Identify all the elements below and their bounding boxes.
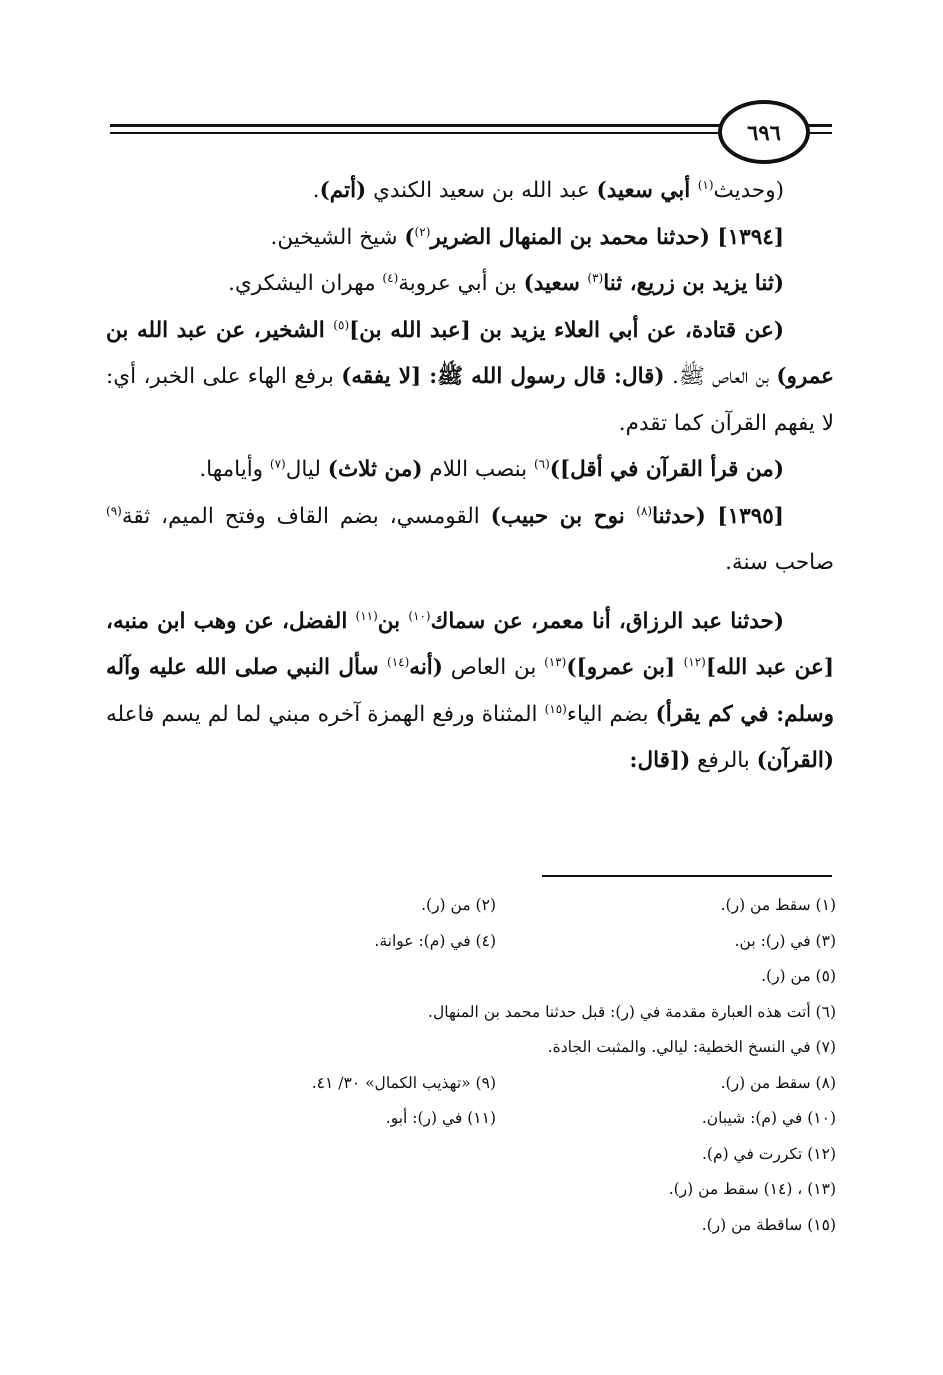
footnote-row: [180, 1208, 836, 1244]
text-run: صاحب سنة.: [725, 550, 834, 575]
footnote-row: [180, 1066, 836, 1102]
footnote: (٧) في النسخ الخطية: ليالي. والمثبت الجادة.: [547, 1038, 836, 1056]
footnote-row: [180, 995, 836, 1031]
bold-text: (القرآن): [756, 748, 834, 773]
text-run: بالرفع: [690, 748, 757, 773]
footnote: (١٢) تكررت في (م).: [702, 1144, 836, 1163]
footnote-marker: (٨): [636, 503, 653, 518]
header-rule: [110, 124, 722, 127]
footnote: (١٥) ساقطة من (ر).: [701, 1215, 836, 1234]
footnote: (٥) من (ر).: [761, 967, 836, 985]
bold-text: (أتم): [319, 178, 367, 203]
text-run: ليال: [285, 457, 328, 482]
footnote-row: [180, 1172, 836, 1208]
footnote-row: [180, 959, 836, 995]
footnote-marker: (١٢): [683, 654, 706, 669]
bold-text: [١٣٩٥] (حدثنا: [652, 503, 784, 529]
footnote: (٩) «تهذيب الكمال» ٣٠/ ٤١.: [311, 1073, 496, 1092]
footnote: (١٣) ، (١٤) سقط من (ر).: [668, 1180, 836, 1198]
footnote: (٤) في (م): عوانة.: [374, 931, 496, 950]
bold-text: نوح بن حبيب): [490, 503, 637, 529]
footnote-marker: (١١): [355, 608, 378, 623]
footnotes: [180, 888, 836, 1243]
bold-text: ([قال:: [629, 748, 691, 773]
bold-text: (من ثلاث): [327, 457, 423, 482]
footnote-marker: (٤): [382, 270, 399, 285]
text-run: عبد الله بن سعيد الكندي: [366, 178, 597, 203]
paragraph: [106, 447, 834, 494]
footnote: (٣) في (ر): بن.: [734, 931, 836, 950]
text-run: بن العاص: [442, 655, 545, 680]
header-rule: [806, 124, 832, 127]
footnote: (٦) أتت هذه العبارة مقدمة في (ر): قبل حدثنا محمد بن المنهال.: [428, 1002, 836, 1021]
text-run: وأيامها.: [199, 457, 270, 482]
text-run: .: [312, 178, 320, 203]
paragraph: [106, 599, 834, 785]
footnote-marker: (٧): [269, 456, 286, 471]
bold-text: بن: [377, 608, 409, 634]
bold-text: (حدثنا عبد الرزاق، أنا معمر، عن سماك: [430, 608, 784, 634]
bold-text: (قال: قال رسول الله ﷺ: [لا يفقه): [341, 364, 665, 389]
footnote: (١٠) في (م): شيبان.: [701, 1109, 836, 1127]
header-rule: [110, 132, 722, 134]
text-run: القومسي، بضم القاف وفتح الميم، ثقة: [121, 503, 491, 529]
text-run: شيخ الشيخين.: [270, 224, 405, 250]
footnote-row: [180, 888, 836, 924]
footnote: (١) سقط من (ر).: [720, 896, 836, 914]
bold-text: ): [404, 224, 415, 250]
footnote-marker: (١٥): [544, 701, 567, 716]
page-number: ٦٩٦: [718, 100, 810, 164]
footnote-row: [180, 1137, 836, 1173]
bold-text: (ثنا يزيد بن زريع، ثنا: [603, 271, 784, 296]
text-run: (وحديث: [713, 178, 784, 203]
footnote-row: [180, 1101, 836, 1137]
paragraph: [106, 261, 834, 308]
text-run: مهران اليشكري.: [228, 271, 383, 296]
footnote-marker: (١٠): [408, 608, 431, 623]
footnote-divider: [542, 875, 832, 877]
text-run: بن أبي عروبة: [398, 271, 524, 296]
footnote-marker: (١): [697, 177, 714, 192]
bold-text: الشخير، عن عبد الله بن عمرو): [106, 317, 835, 389]
bold-text: أبي سعيد): [596, 178, 698, 203]
bold-text: [١٣٩٤] (حدثنا محمد بن المنهال الضرير: [430, 224, 784, 250]
footnote: (٨) سقط من (ر).: [720, 1073, 836, 1092]
footnote-row: [180, 924, 836, 960]
paragraph: [106, 494, 834, 587]
footnote-row: [180, 1030, 836, 1066]
footnote: (١١) في (ر): أبو.: [385, 1109, 496, 1127]
text-run: المثناة ورفع الهمزة آخره مبني لما لم يسم فاعله: [106, 701, 545, 727]
footnote-marker: (٣): [587, 270, 604, 285]
text-run: برفع الهاء على الخبر، أي: لا يفهم القرآن كما تقدم.: [106, 364, 834, 436]
text-run: بنصب اللام: [422, 457, 534, 482]
footnote-marker: (٥): [333, 317, 350, 332]
footnote-marker: (٦): [533, 456, 550, 471]
footnote-marker: (٢): [414, 224, 431, 239]
bold-text: (أنه: [409, 655, 443, 680]
bold-text: سأل النبي صلى الله عليه وآله وسلم: في كم يقرأ): [106, 655, 834, 727]
main-text: [106, 168, 834, 785]
footnote-marker: (١٣): [544, 654, 567, 669]
bold-text: (من قرأ القرآن في أقل]): [549, 457, 784, 482]
text-run: بضم الياء: [566, 701, 656, 727]
paragraph: [106, 308, 834, 448]
paragraph: [106, 215, 834, 262]
text-run: بن العاص ﷺ.: [664, 364, 777, 389]
footnote-marker: (١٤): [387, 654, 410, 669]
bold-text: الفضل، عن وهب ابن منبه، [عن عبد الله]: [106, 608, 835, 680]
bold-text: سعيد): [523, 271, 588, 296]
footnote-marker: (٩): [106, 503, 122, 518]
footnote: (٢) من (ر).: [421, 896, 496, 914]
bold-text: (عن قتادة، عن أبي العلاء يزيد بن [عبد الله بن]: [349, 317, 784, 343]
bold-text: [بن عمرو]): [566, 655, 684, 680]
paragraph: [106, 168, 834, 215]
